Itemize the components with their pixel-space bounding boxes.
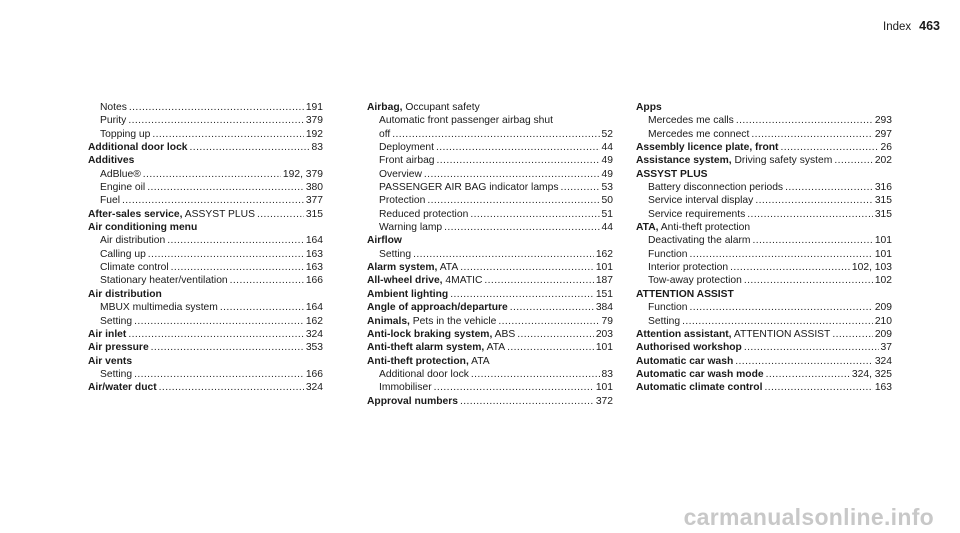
page-ref: 324, 325 [851,368,892,380]
leader-dots [470,208,599,221]
index-term: Alarm system, [367,262,438,274]
page-number: 463 [919,19,940,33]
index-entry [636,261,892,274]
leader-dots [471,368,600,381]
index-subentry: Additional door lock [379,368,469,380]
index-entry [367,128,613,141]
index-entry [367,288,613,301]
index-entry [88,128,323,141]
index-subentry: Mercedes me connect [648,128,750,140]
index-entry [88,261,323,274]
index-entry [636,128,892,141]
page-ref: 52 [601,128,613,140]
leader-dots [450,288,594,301]
page-ref: 324 [305,328,323,340]
page-ref: 163 [305,262,323,274]
page-ref: 102, 103 [851,262,892,274]
index-entry [88,381,323,394]
page-ref: 166 [305,368,323,380]
page-ref: 44 [601,142,613,154]
index-term: Airbag, [367,102,403,113]
index-term: Assembly licence plate, front [636,142,779,154]
index-subentry: Function [648,302,688,314]
page-ref: 79 [601,315,613,327]
page-ref: 297 [874,128,892,140]
leader-dots [498,315,599,328]
leader-dots [507,341,594,354]
index-term: All-wheel drive, [367,275,443,287]
index-term: Apps [636,102,662,113]
index-term: Anti-theft protection, [367,355,469,367]
index-subentry: Setting [648,315,681,327]
index-entry [88,221,323,234]
page-ref: 102 [874,275,892,287]
page-ref: 384 [595,302,613,314]
index-entry [636,101,892,114]
index-entry [367,395,613,408]
index-term: Automatic car wash [636,355,734,367]
page-ref: 26 [880,142,892,154]
leader-dots [436,141,600,154]
index-term: Automatic car wash mode [636,368,764,380]
index-entry [636,141,892,154]
index-subentry: Setting [379,248,412,260]
index-entry [367,221,613,234]
page-ref: 37 [880,342,892,354]
page-ref: 101 [595,262,613,274]
index-subentry: Air distribution [100,235,166,247]
index-subentry: Mercedes me calls [648,115,734,127]
index-entry [636,315,892,328]
index-entry [636,234,892,247]
index-term: Additional door lock [88,142,188,154]
index-subentry: Function [648,248,688,260]
index-entry [88,141,323,154]
leader-dots [152,128,303,141]
index-term: Angle of approach/departure [367,302,508,314]
index-subentry: Warning lamp [379,222,443,234]
index-subject: ATA [468,355,490,367]
index-entry [367,141,613,154]
index-entry [88,301,323,314]
index-subentry: Purity [100,115,127,127]
page-ref: 163 [305,248,323,260]
index-entry [636,208,892,221]
page-ref: 163 [874,382,892,394]
page-ref: 53 [601,182,613,194]
leader-dots [785,181,873,194]
page-ref: 316 [874,182,892,194]
index-entry [367,355,613,368]
index-subject: Anti-theft protection [658,222,751,234]
index-subentry: Climate control [100,262,169,274]
leader-dots [392,128,599,141]
leader-dots [134,368,304,381]
page-ref: 324 [874,355,892,367]
index-entry [636,381,892,394]
index-entry [636,288,892,301]
page-ref: 51 [601,208,613,220]
page-ref: 379 [305,115,323,127]
index-entry [636,154,892,167]
index-subentry: Setting [100,315,133,327]
leader-dots [220,301,304,314]
leader-dots [764,381,872,394]
page-ref: 210 [874,315,892,327]
index-subject: ABS [492,328,516,340]
index-term: Additives [88,155,135,167]
index-entry [367,368,613,381]
page-header [883,19,940,33]
index-entry [636,368,892,381]
leader-dots [747,208,873,221]
index-subentry: Overview [379,168,422,180]
index-entry [367,301,613,314]
index-entry [88,181,323,194]
index-entry [636,194,892,207]
index-subentry: Automatic front passenger airbag shut [379,115,554,127]
index-entry [88,288,323,301]
index-subentry: Protection [379,195,426,207]
page-ref: 83 [311,142,323,154]
index-subject: Driving safety system [731,155,833,167]
index-term: ATTENTION ASSIST [636,288,734,300]
page-ref: 164 [305,302,323,314]
index-entry [367,208,613,221]
index-subentry: Notes [100,102,127,113]
page-ref: 324 [305,382,323,394]
index-subject: ASSYST PLUS [182,208,255,220]
index-subject: 4MATIC [442,275,483,287]
index-entry [367,248,613,261]
index-column-1 [88,101,323,395]
leader-dots [122,194,304,207]
index-entry [88,248,323,261]
page-ref: 380 [305,182,323,194]
leader-dots [832,328,872,341]
page-ref: 372 [595,395,613,407]
page-ref: 164 [305,235,323,247]
leader-dots [148,248,304,261]
index-subentry: Fuel [100,195,121,207]
page-ref: 209 [874,328,892,340]
page-ref: 101 [595,342,613,354]
index-subentry: Immobiliser [379,382,432,394]
index-subentry: MBUX multimedia system [100,302,218,314]
page-ref: 191 [305,102,323,113]
leader-dots [766,368,850,381]
index-term: Automatic climate control [636,382,763,394]
leader-dots [690,248,873,261]
leader-dots [230,274,304,287]
index-entry [367,274,613,287]
leader-dots [427,194,599,207]
page-ref: 83 [601,368,613,380]
page-ref: 44 [601,222,613,234]
page-ref: 50 [601,195,613,207]
leader-dots [744,341,879,354]
page-ref: 166 [305,275,323,287]
index-term: Approval numbers [367,395,458,407]
leader-dots [755,194,873,207]
index-subentry: Setting [100,368,133,380]
index-entry [88,274,323,287]
index-entry [367,154,613,167]
leader-dots [517,328,594,341]
index-term: Authorised workshop [636,342,742,354]
index-subentry: Interior protection [648,262,729,274]
page-ref: 162 [595,248,613,260]
index-entry [367,181,613,194]
leader-dots [434,381,594,394]
page-ref: 209 [874,302,892,314]
leader-dots [134,315,304,328]
page-ref: 315 [305,208,323,220]
index-subentry: Reduced protection [379,208,469,220]
index-entry [88,368,323,381]
leader-dots [484,274,593,287]
page-ref: 293 [874,115,892,127]
page-ref: 202 [874,155,892,167]
page-ref: 49 [601,155,613,167]
index-entry [636,248,892,261]
index-term: Air/water duct [88,382,157,394]
index-entry [367,261,613,274]
index-entry [88,355,323,368]
index-entry [636,328,892,341]
index-entry [636,301,892,314]
index-term: ATA, [636,222,659,234]
page-ref: 315 [874,208,892,220]
index-entry [367,328,613,341]
index-term: Ambient lighting [367,288,449,300]
index-entry [367,381,613,394]
page-ref: 101 [595,382,613,394]
leader-dots [561,181,600,194]
leader-dots [151,341,304,354]
index-subject: Occupant safety [402,102,480,113]
index-subentry: Service interval display [648,195,754,207]
index-entry [636,221,892,234]
page-ref: 49 [601,168,613,180]
leader-dots [752,234,872,247]
index-entry [88,315,323,328]
index-entry [367,168,613,181]
page-ref: 315 [874,195,892,207]
leader-dots [736,114,873,127]
leader-dots [413,248,594,261]
leader-dots [129,101,304,114]
leader-dots [460,395,594,408]
index-term: Air distribution [88,288,162,300]
index-entry [88,168,323,181]
leader-dots [682,315,873,328]
leader-dots [735,355,873,368]
leader-dots [437,154,600,167]
index-entry [367,114,613,127]
page-ref: 192, 379 [282,168,323,180]
leader-dots [424,168,600,181]
index-subentry: Deployment [379,142,434,154]
index-term: Assistance system, [636,155,732,167]
index-entry [367,341,613,354]
index-term: Airflow [367,235,402,247]
leader-dots [128,114,303,127]
page-ref: 377 [305,195,323,207]
page-ref: 203 [595,328,613,340]
index-column-2 [367,101,613,408]
leader-dots [781,141,879,154]
index-term: Anti-theft alarm system, [367,342,485,354]
leader-dots [167,234,304,247]
index-entry [88,341,323,354]
index-entry [88,234,323,247]
leader-dots [143,168,281,181]
page-ref: 101 [874,235,892,247]
index-subject: ATA [437,262,459,274]
page-ref: 353 [305,342,323,354]
leader-dots [190,141,310,154]
index-entry [88,194,323,207]
leader-dots [128,328,303,341]
index-entry [88,328,323,341]
index-subentry: off [379,128,391,140]
index-subentry: Service requirements [648,208,746,220]
page-ref: 192 [305,128,323,140]
index-subentry: Deactivating the alarm [648,235,751,247]
index-subentry: Front airbag [379,155,435,167]
index-subentry: Calling up [100,248,146,260]
site-watermark: carmanualsonline.info [683,504,934,530]
index-subject: ATA [484,342,506,354]
header-title: Index [883,21,912,33]
leader-dots [147,181,304,194]
page-ref: 162 [305,315,323,327]
index-subject: Pets in the vehicle [409,315,497,327]
index-subentry: Tow-away protection [648,275,742,287]
index-subentry: Topping up [100,128,151,140]
index-entry [367,194,613,207]
index-entry [367,234,613,247]
index-entry [88,101,323,114]
index-term: After-sales service, [88,208,183,220]
page-ref: 187 [595,275,613,287]
index-term: Air conditioning menu [88,222,198,234]
leader-dots [730,261,850,274]
leader-dots [751,128,873,141]
index-entry [88,114,323,127]
index-term: ASSYST PLUS [636,168,708,180]
leader-dots [690,301,873,314]
index-term: Air vents [88,355,133,367]
index-entry [636,168,892,181]
leader-dots [834,154,873,167]
leader-dots [171,261,304,274]
index-entry [636,274,892,287]
leader-dots [444,221,599,234]
index-term: Attention assistant, [636,328,732,340]
page-ref: 101 [874,248,892,260]
leader-dots [159,381,304,394]
index-entry [367,315,613,328]
index-term: Animals, [367,315,410,327]
index-subentry: Engine oil [100,182,146,194]
leader-dots [460,261,594,274]
page-ref: 151 [595,288,613,300]
index-entry [636,341,892,354]
index-column-3 [636,101,892,395]
index-entry [88,154,323,167]
index-entry [636,181,892,194]
index-entry [88,208,323,221]
index-subentry: AdBlue® [100,168,141,180]
index-term: Air inlet [88,328,127,340]
index-entry [636,355,892,368]
index-term: Anti-lock braking system, [367,328,493,340]
leader-dots [744,274,873,287]
leader-dots [257,208,304,221]
index-subentry: PASSENGER AIR BAG indicator lamps [379,182,559,194]
index-subentry: Battery disconnection periods [648,182,784,194]
index-term: Air pressure [88,342,149,354]
index-subentry: Stationary heater/ventilation [100,275,228,287]
index-entry [636,114,892,127]
index-entry [367,101,613,114]
index-subject: ATTENTION ASSIST [731,328,831,340]
leader-dots [510,301,594,314]
